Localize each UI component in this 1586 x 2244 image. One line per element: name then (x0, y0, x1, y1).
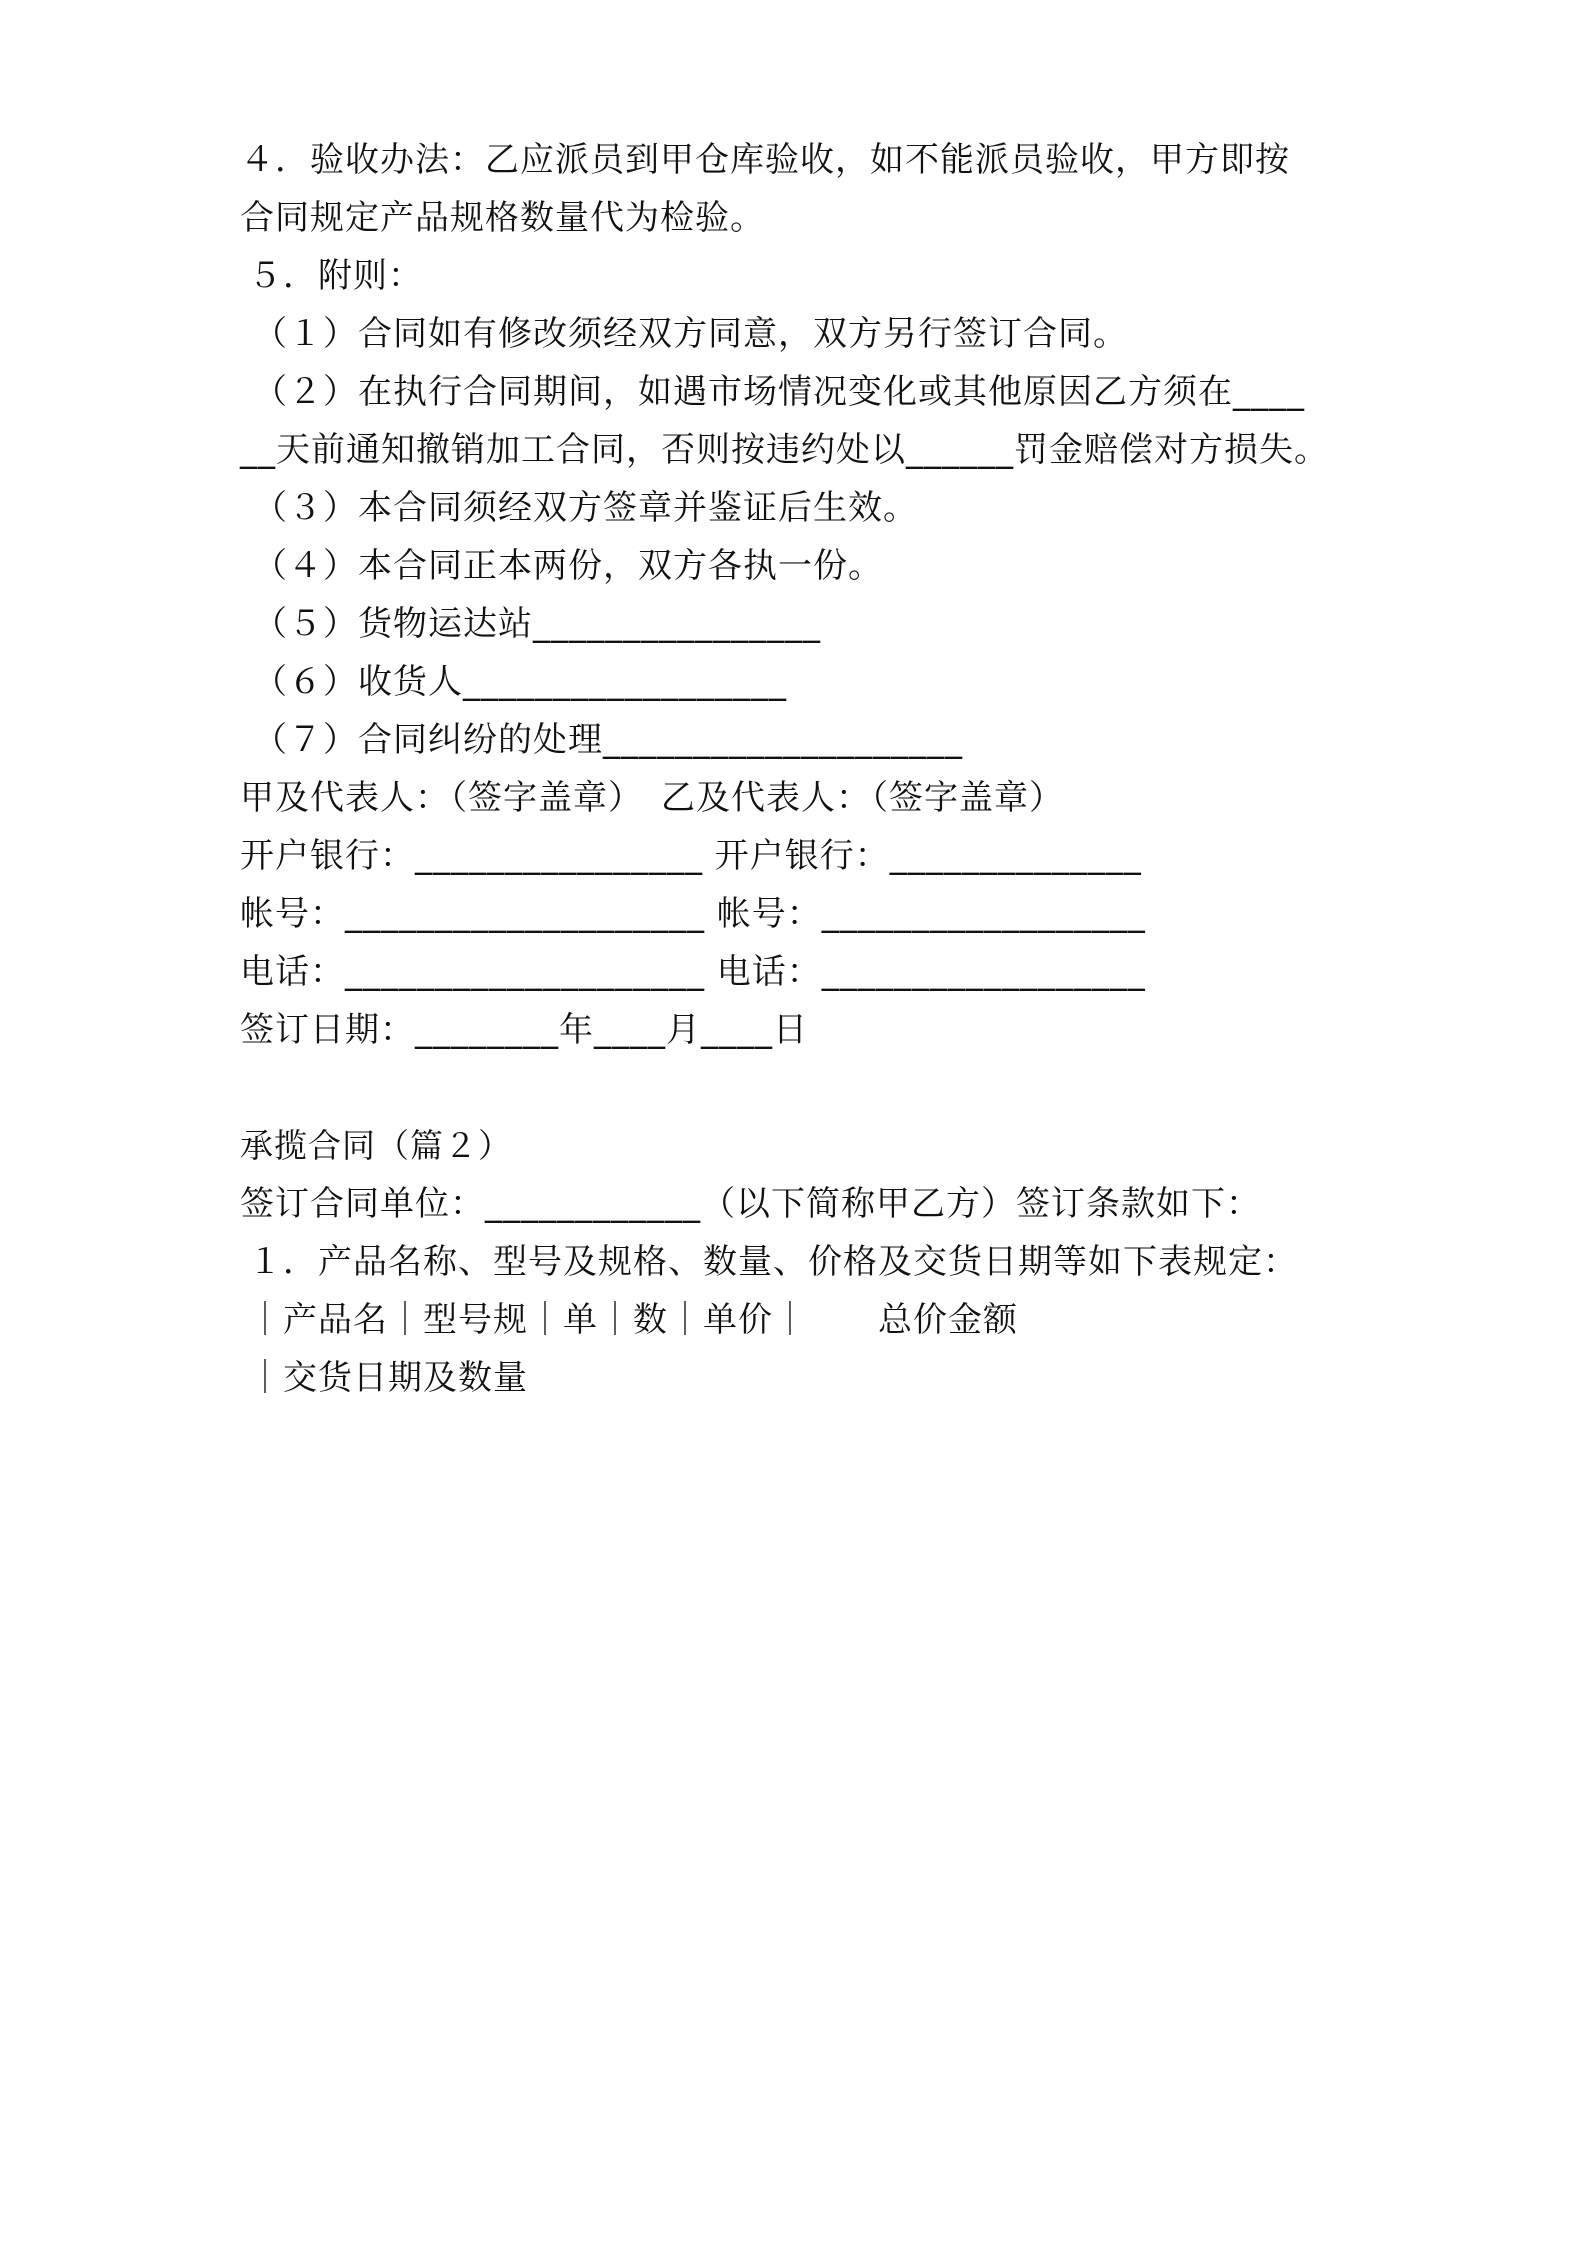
clause-5-item-4: （４）本合同正本两份，双方各执一份。 (253, 546, 883, 586)
clause-4-line-2: 合同规定产品规格数量代为检验。 (240, 198, 765, 238)
clause-5-title: ５．附则： (248, 256, 423, 296)
clause-5-item-6: （６）收货人__________________ (253, 662, 787, 702)
contract-2-table-row-1: ｜产品名｜型号规｜单｜数｜单价｜ 总价金额 (248, 1300, 1018, 1340)
contract-2-clause-1: １．产品名称、型号及规格、数量、价格及交货日期等如下表规定： (248, 1242, 1298, 1282)
contract-2-table-row-2: ｜交货日期及数量 (248, 1358, 528, 1398)
contract-2-title: 承揽合同（篇２） (240, 1126, 512, 1165)
signature-account: 帐号：____________________ 帐号：__________________ (240, 894, 1146, 934)
signature-date: 签订日期：________年____月____日 (240, 1010, 808, 1050)
signature-representatives: 甲及代表人：（签字盖章） 乙及代表人：（签字盖章） (240, 778, 1064, 818)
clause-5-item-1: （１）合同如有修改须经双方同意，双方另行签订合同。 (253, 314, 1128, 354)
clause-5-item-2-continued: __天前通知撤销加工合同，否则按违约处以______罚金赔偿对方损失。 (240, 430, 1329, 470)
signature-phone: 电话：____________________ 电话：__________________ (240, 952, 1146, 992)
clause-5-item-2: （２）在执行合同期间，如遇市场情况变化或其他原因乙方须在____ (253, 372, 1305, 412)
contract-2-parties: 签订合同单位：____________（以下简称甲乙方）签订条款如下： (240, 1184, 1261, 1224)
clause-4-line-1: ４．验收办法：乙应派员到甲仓库验收，如不能派员验收，甲方即按 (240, 140, 1290, 180)
clause-5-item-3: （３）本合同须经双方签章并鉴证后生效。 (253, 488, 918, 528)
clause-5-item-5: （５）货物运达站________________ (253, 604, 821, 644)
clause-5-item-7: （７）合同纠纷的处理____________________ (253, 720, 963, 760)
signature-bank: 开户银行：________________ 开户银行：______________ (240, 836, 1142, 876)
